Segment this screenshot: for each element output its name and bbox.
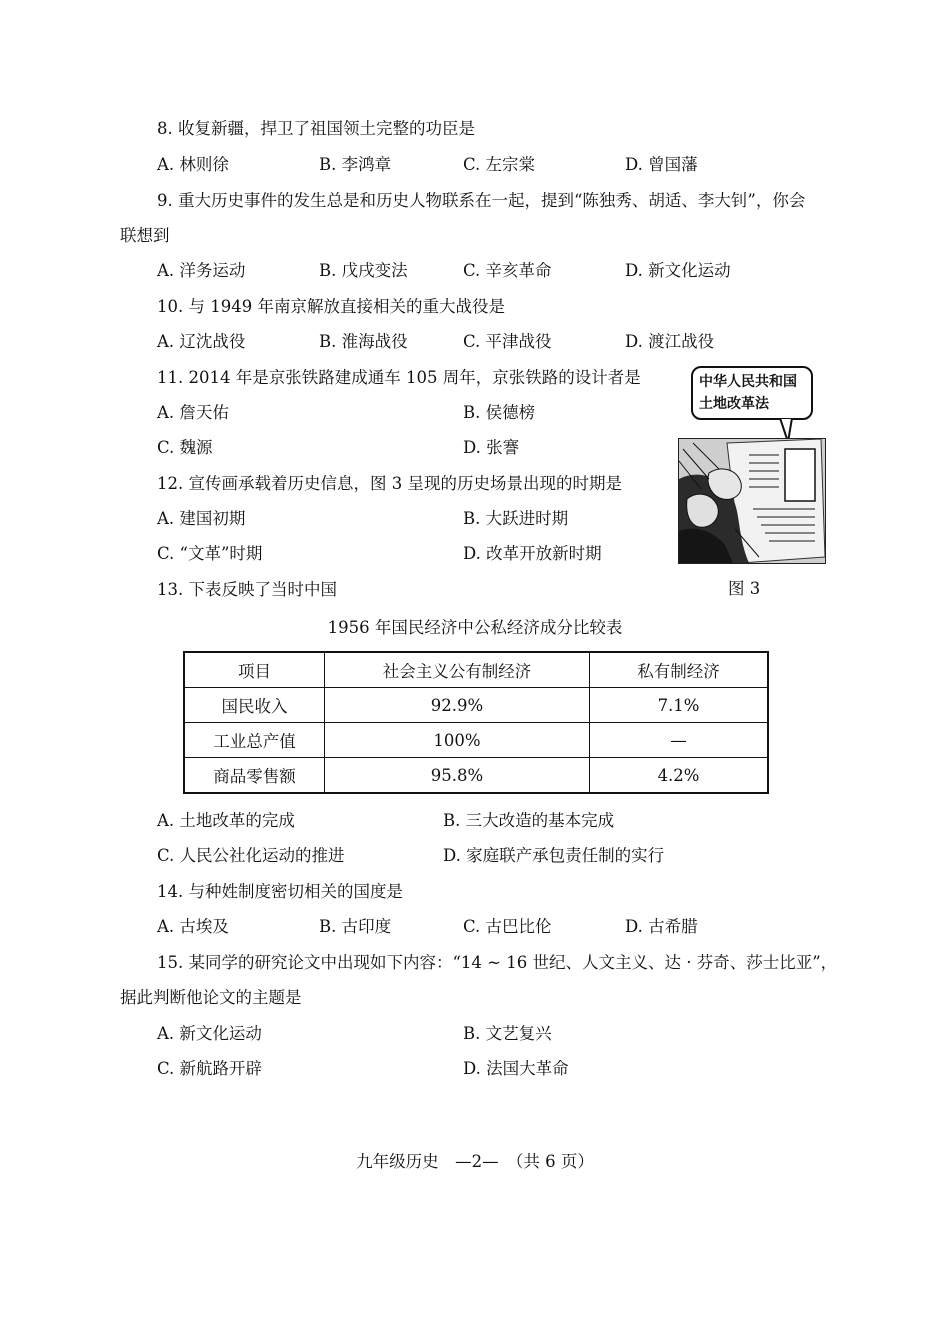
q14-option-d: D. 古希腊: [625, 917, 698, 936]
q11-option-d: D. 张謇: [463, 438, 520, 457]
q9-option-d: D. 新文化运动: [625, 261, 731, 280]
q8-option-d: D. 曾国藩: [625, 155, 698, 174]
q10-option-c: C. 平津战役: [463, 332, 552, 351]
propaganda-poster-image: [678, 438, 826, 564]
q15-option-b: B. 文艺复兴: [463, 1024, 552, 1043]
q13-option-c: C. 人民公社化运动的推进: [157, 846, 345, 865]
q13-option-b: B. 三大改造的基本完成: [443, 811, 615, 830]
table-cell: 95.8%: [324, 758, 589, 794]
table-cell: 92.9%: [324, 688, 589, 723]
table-header-cell: 社会主义公有制经济: [324, 652, 589, 688]
q15-stem-continued: 据此判断他论文的主题是: [120, 988, 302, 1007]
q12-option-b: B. 大跃进时期: [463, 509, 569, 528]
q10-option-d: D. 渡江战役: [625, 332, 715, 351]
q15-option-a: A. 新文化运动: [157, 1024, 262, 1043]
q12-option-a: A. 建国初期: [157, 509, 246, 528]
figure-caption: 图 3: [728, 579, 761, 598]
q10-stem: 10. 与 1949 年南京解放直接相关的重大战役是: [157, 297, 505, 316]
q8-option-c: C. 左宗棠: [463, 155, 536, 174]
q15-option-d: D. 法国大革命: [463, 1059, 569, 1078]
q15-option-c: C. 新航路开辟: [157, 1059, 263, 1078]
table-title: 1956 年国民经济中公私经济成分比较表: [327, 618, 623, 637]
table-row: [184, 758, 768, 794]
table-cell: 工业总产值: [184, 723, 324, 758]
table-row: [184, 723, 768, 758]
q12-option-c: C. “文革”时期: [157, 544, 263, 563]
q14-option-a: A. 古埃及: [157, 917, 229, 936]
table-header-cell: 项目: [184, 652, 324, 688]
table-cell: 7.1%: [590, 688, 768, 723]
q11-stem: 11. 2014 年是京张铁路建成通车 105 周年，京张铁路的设计者是: [157, 368, 641, 387]
q9-option-a: A. 洋务运动: [157, 261, 246, 280]
q9-stem-continued: 联想到: [120, 226, 170, 245]
table-header-cell: 私有制经济: [590, 652, 768, 688]
table-row: [184, 688, 768, 723]
q9-option-b: B. 戊戌变法: [319, 261, 408, 280]
table-cell: 商品零售额: [184, 758, 324, 794]
table-cell: 100%: [324, 723, 589, 758]
q11-option-b: B. 侯德榜: [463, 403, 536, 422]
q10-option-b: B. 淮海战役: [319, 332, 408, 351]
q8-option-b: B. 李鸿章: [319, 155, 392, 174]
q14-option-c: C. 古巴比伦: [463, 917, 552, 936]
q10-option-a: A. 辽沈战役: [157, 332, 246, 351]
q13-stem: 13. 下表反映了当时中国: [157, 580, 337, 599]
q11-option-c: C. 魏源: [157, 438, 213, 457]
q14-option-b: B. 古印度: [319, 917, 392, 936]
q11-option-a: A. 詹天佑: [157, 403, 229, 422]
q12-option-d: D. 改革开放新时期: [463, 544, 602, 563]
figure-speech-bubble: 中华人民共和国土地改革法: [691, 366, 813, 420]
table-header-row: [184, 652, 768, 688]
q15-stem: 15. 某同学的研究论文中出现如下内容：“14 ~ 16 世纪、人文主义、达 · 芬奇、莎士比亚”，: [157, 953, 838, 972]
q12-stem: 12. 宣传画承载着历史信息，图 3 呈现的历史场景出现的时期是: [157, 474, 622, 493]
economy-comparison-table: [183, 651, 769, 794]
table-cell: 国民收入: [184, 688, 324, 723]
q8-stem: 8. 收复新疆，捍卫了祖国领土完整的功臣是: [157, 119, 475, 138]
table-cell: 4.2%: [590, 758, 768, 794]
q13-option-a: A. 土地改革的完成: [157, 811, 295, 830]
q9-option-c: C. 辛亥革命: [463, 261, 552, 280]
page-footer: 九年级历史 —2— （共 6 页）: [356, 1152, 594, 1171]
q9-stem: 9. 重大历史事件的发生总是和历史人物联系在一起，提到“陈独秀、胡适、李大钊”，你会: [157, 191, 806, 210]
table-cell: —: [590, 723, 768, 758]
q13-option-d: D. 家庭联产承包责任制的实行: [443, 846, 665, 865]
q8-option-a: A. 林则徐: [157, 155, 229, 174]
q14-stem: 14. 与种姓制度密切相关的国度是: [157, 882, 403, 901]
